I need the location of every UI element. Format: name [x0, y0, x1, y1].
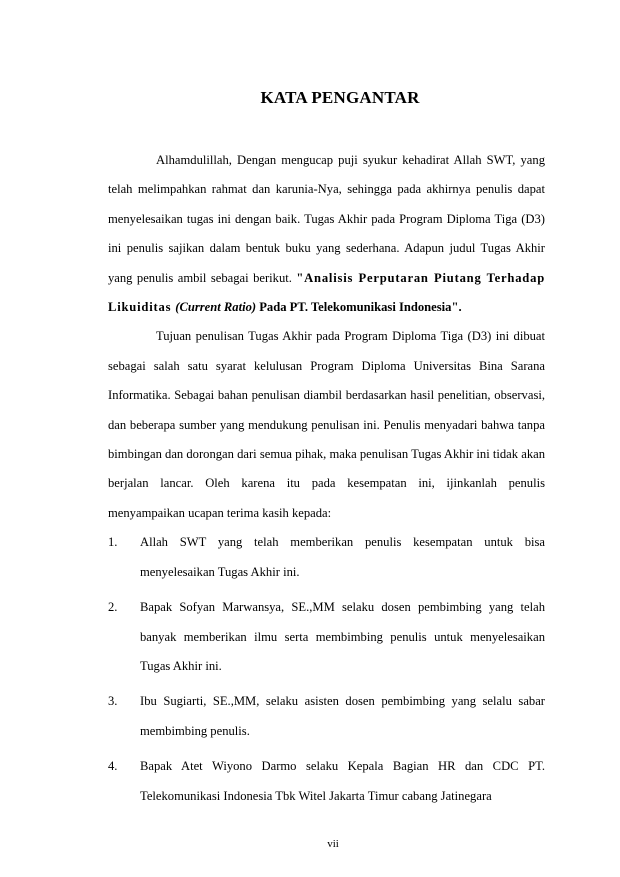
- thesis-title-part2: Pada PT. Telekomunikasi Indonesia".: [256, 300, 462, 315]
- list-item: [108, 687, 545, 746]
- thesis-title-italic: (Current Ratio): [175, 300, 257, 315]
- paragraph-purpose: Tujuan penulisan Tugas Akhir pada Program Diploma Tiga (D3) ini dibuat sebagai salah satu syarat kelulusan Program Diploma Universitas Bina Sarana Informatika. Sebagai bahan penulisan diambil berdasarkan hasil penelitian, observasi, dan beberapa sumber yang mendukung penulisan ini. Penulis menyadari bahwa tanpa bimbingan dan dorongan dari semua pihak, maka penulisan Tugas Akhir ini tidak akan berjalan lancar. Oleh karena itu pada kesempatan ini, ijinkanlah penulis menyampaikan ucapan terima kasih kepada:: [108, 329, 545, 520]
- list-item: [108, 752, 545, 811]
- paragraph-intro: [108, 146, 545, 322]
- paragraph-intro-text: Alhamdulillah, Dengan mengucap puji syukur kehadirat Allah SWT, yang telah melimpahkan rahmat dan karunia-Nya, sehingga pada akhirnya penulis dapat menyelesaikan tugas ini dengan baik. Tugas Akhir pada Program Diploma Tiga (D3) ini penulis sajikan dalam bentuk buku yang sederhana. Adapun judul Tugas Akhir yang penulis ambil sebagai berikut.: [108, 153, 545, 285]
- thesis-title-part1: "Analisis Perputaran Piutang Terhadap Likuiditas: [108, 270, 546, 315]
- list-item-number: 1.: [108, 535, 118, 550]
- acknowledgement-list: [108, 528, 545, 811]
- list-item: [108, 593, 545, 681]
- list-item-text: Allah SWT yang telah memberikan penulis kesempatan untuk bisa menyelesaikan Tugas Akhir ini.: [140, 535, 545, 579]
- list-item-number: 4.: [108, 759, 118, 774]
- list-item-number: 3.: [108, 694, 118, 709]
- page-number: vii: [327, 838, 339, 850]
- list-item-text: Bapak Atet Wiyono Darmo selaku Kepala Bagian HR dan CDC PT. Telekomunikasi Indonesia Tbk Witel Jakarta Timur cabang Jatinegara: [140, 759, 545, 803]
- page-title: KATA PENGANTAR: [260, 88, 420, 107]
- document-body: [108, 146, 545, 811]
- list-item-number: 2.: [108, 600, 118, 615]
- list-item-text: Ibu Sugiarti, SE.,MM, selaku asisten dosen pembimbing yang selalu sabar membimbing penulis.: [140, 694, 545, 738]
- list-item-text: Bapak Sofyan Marwansya, SE.,MM selaku dosen pembimbing yang telah banyak memberikan ilmu serta membimbing penulis untuk menyelesaikan Tugas Akhir ini.: [140, 600, 545, 673]
- list-item: [108, 528, 545, 587]
